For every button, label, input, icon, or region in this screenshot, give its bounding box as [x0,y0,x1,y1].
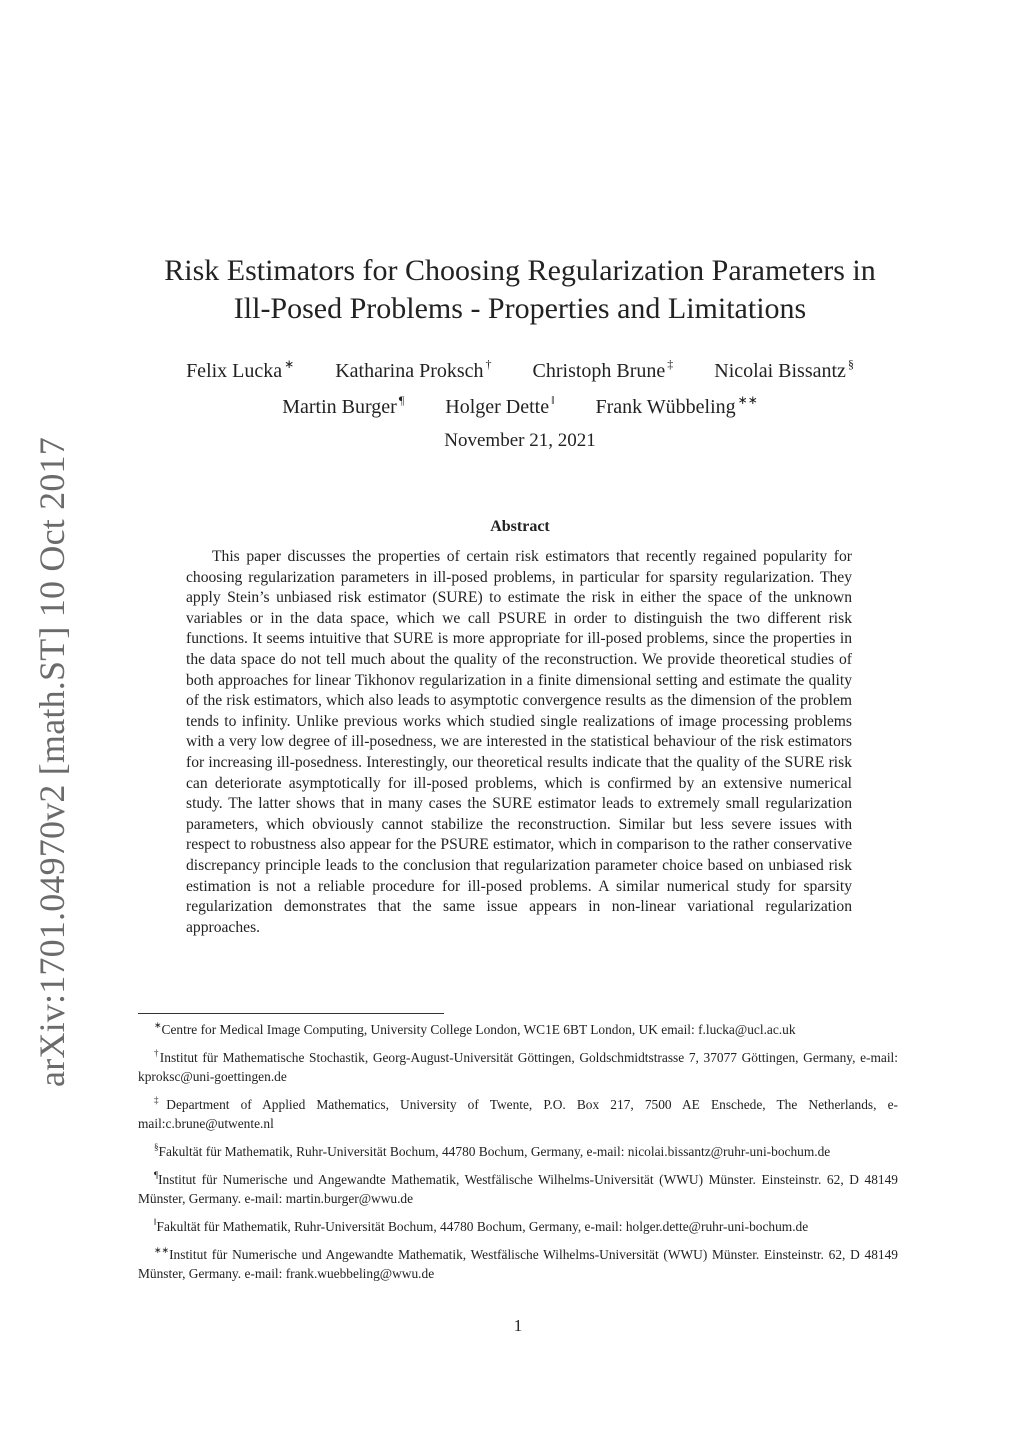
author: Felix Lucka ∗ [186,357,295,382]
paper-title [120,252,920,328]
abstract-heading: Abstract [490,518,550,535]
arxiv-id: arXiv:1701.04970v2 [math.ST] 10 Oct 2017 [32,437,72,1087]
footnote: ‡Department of Applied Mathematics, University of Twente, P.O. Box 217, 7500 AE Enschede, The Netherlands, e-mail:c.brune@utwente.nl [138,1095,899,1131]
author: Frank Wübbeling ∗∗ [595,393,758,418]
footnote: †Institut für Mathematische Stochastik, Georg-August-Universität Göttingen, Goldschmidtstrasse 7, 37077 Göttingen, Germany, e-mail: kproksc@uni-goettingen.de [138,1048,899,1084]
footnote: ¶Institut für Numerische und Angewandte Mathematik, Westfälische Wilhelms-Universität (WWU) Münster. Einsteinstr. 62, D 48149 Münster, Germany. e-mail: martin.burger@wwu.de [138,1170,898,1206]
footnote-rule [138,1013,444,1014]
footnotes [138,1016,898,1288]
footnote: ∗∗Institut für Numerische und Angewandte Mathematik, Westfälische Wilhelms-Universität (WWU) Münster. Einsteinstr. 62, D 48149 Münster, Germany. e-mail: frank.wuebbeling@wwu.de [138,1245,898,1281]
author-row-1 [120,350,920,386]
author: Christoph Brune ‡ [532,357,674,382]
title-line-2: Ill-Posed Problems - Properties and Limitations [233,292,807,325]
page-number: 1 [513,1316,523,1335]
author: Nicolai Bissantz § [714,357,854,382]
footnote: §Fakultät für Mathematik, Ruhr-Universität Bochum, 44780 Bochum, Germany, e-mail: nicolai.bissantz@ruhr-uni-bochum.de [154,1142,831,1159]
title-line-1: Risk Estimators for Choosing Regularization Parameters in [164,254,876,287]
abstract-text: This paper discusses the properties of certain risk estimators that recently regained popularity for choosing regularization parameters in ill-posed problems, in particular for sparsity regularization. They apply Stein’s unbiased risk estimator (SURE) to estimate the risk in either the space of the unknown variables or in the data space, which we call PSURE in order to distinguish the two different risk functions. It seems intuitive that SURE is more appropriate for ill-posed problems, since the properties in the data space do not tell much about the quality of the reconstruction. We provide theoretical studies of both approaches for linear Tikhonov regularization in a finite dimensional setting and estimate the quality of the risk estimators, which also leads to asymptotic convergence results as the dimension of the problem tends to infinity. Unlike previous works which studied single realizations of image processing problems with a very low degree of ill-posedness, we are interested in the statistical behaviour of the risk estimators for increasing ill-posedness. Interestingly, our theoretical results indicate that the quality of the SURE risk can deteriorate asymptotically for ill-posed problems, which is confirmed by an extensive numerical study. The latter shows that in many cases the SURE estimator leads to extremely small regularization parameters, which obviously cannot stabilize the reconstruction. Similar but less severe issues with respect to robustness also appear for the PSURE estimator, which in comparison to the rather conservative discrepancy principle leads to the conclusion that regularization parameter choice based on unbiased risk estimation is not a reliable procedure for ill-posed problems. A similar numerical study for sparsity regularization demonstrates that the same issue appears in non-linear variational regularization approaches. [186,548,852,936]
author: Martin Burger ¶ [282,393,405,418]
footnote: ∗Centre for Medical Image Computing, University College London, WC1E 6BT London, UK email: f.lucka@ucl.ac.uk [154,1020,796,1037]
author: Holger Dette ‖ [445,393,555,418]
footnote: ‖Fakultät für Mathematik, Ruhr-Universität Bochum, 44780 Bochum, Germany, e-mail: holger.dette@ruhr-uni-bochum.de [154,1217,809,1234]
paper-date: November 21, 2021 [444,430,596,451]
author: Katharina Proksch † [335,357,492,382]
author-list [120,350,920,422]
author-row-2 [120,386,920,422]
